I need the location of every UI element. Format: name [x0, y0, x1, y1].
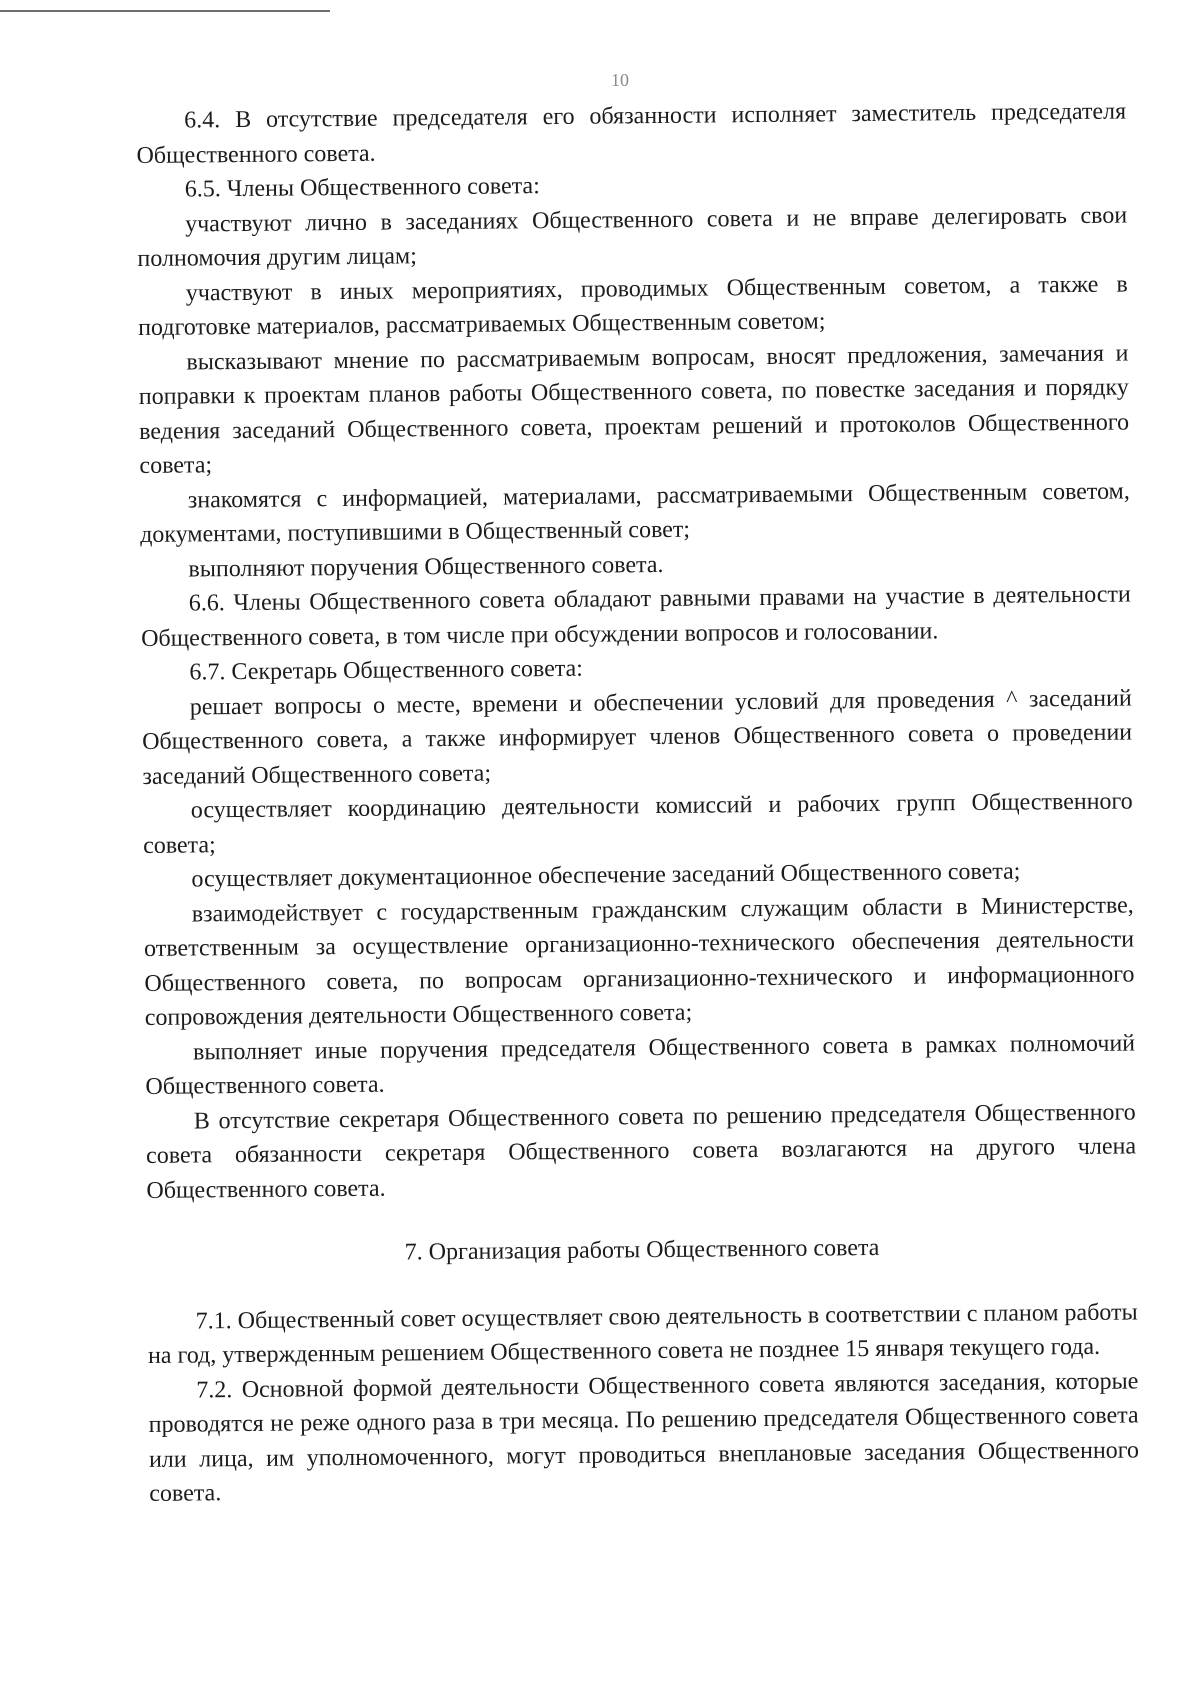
- paragraph-secretary-absence: В отсутствие секретаря Общественного совета по решению председателя Общественного совета обязанности секретаря Общественного совета возлагаются на другого члена Общественного совета.: [145, 1098, 1137, 1204]
- paragraph-6-7: 6.7. Секретарь Общественного совета:: [189, 655, 584, 686]
- paragraph-7-2: 7.2. Основной формой деятельности Общественного совета являются заседания, которые проводятся не реже одного раза в три месяца. По решению председателя Общественного совета или лица, им уполномоченного, могут проводиться внеплановые заседания Общественного совета.: [148, 1367, 1140, 1507]
- list-item: знакомятся с информацией, материалами, рассматриваемыми Общественным советом, документами, поступившими в Общественный совет;: [140, 477, 1130, 548]
- document-body: [136, 94, 1139, 1511]
- paragraph-7-1: 7.1. Общественный совет осуществляет свою деятельность в соответствии с планом работы на год, утвержденным решением Общественного совета не позднее 15 января текущего года.: [147, 1298, 1138, 1369]
- list-item: выполняет иные поручения председателя Общественного совета в рамках полномочий Общественного совета.: [145, 1029, 1136, 1100]
- list-item: осуществляет документационное обеспечение заседаний Общественного совета;: [191, 858, 1021, 893]
- list-item: выполняют поручения Общественного совета.: [188, 551, 664, 583]
- page-number: 10: [611, 70, 629, 90]
- section-heading: 7. Организация работы Общественного совета: [404, 1234, 880, 1266]
- list-item: высказывают мнение по рассматриваемым вопросам, вносят предложения, замечания и поправки к проектам планов работы Общественного совета, по повестке заседания и порядку ведения заседаний Общественного совета, проектам решений и протоколов Общественного совета;: [138, 339, 1130, 479]
- paragraph-6-4: 6.4. В отсутствие председателя его обязанности исполняет заместитель председателя Общественного совета.: [136, 98, 1127, 169]
- paragraph-6-5: 6.5. Члены Общественного совета:: [184, 173, 540, 203]
- top-edge-line: [0, 10, 330, 12]
- paragraph-6-6: 6.6. Члены Общественного совета обладают равными правами на участие в деятельности Общественного совета, в том числе при обсуждении вопросов и голосовании.: [141, 581, 1131, 652]
- list-item: участвуют в иных мероприятиях, проводимых Общественным советом, а также в подготовке материалов, рассматриваемых Общественным советом;: [138, 270, 1128, 341]
- list-item: взаимодействует с государственным гражданским служащим области в Министерстве, ответственным за осуществление организационно-технического обеспечения деятельности Общественного совета, по вопросам организационно-технического и информационного сопровождения деятельности Общественного совета;: [143, 891, 1135, 1031]
- list-item: участвуют лично в заседаниях Общественного совета и не вправе делегировать свои полномочия другим лицам;: [137, 201, 1128, 272]
- list-item: решает вопросы о месте, времени и обеспечении условий для проведения ^ заседаний Общественного совета, а также информирует членов Общественного совета о проведении заседаний Общественного совета;: [141, 684, 1133, 790]
- list-item: осуществляет координацию деятельности комиссий и рабочих групп Общественного совета;: [142, 788, 1133, 859]
